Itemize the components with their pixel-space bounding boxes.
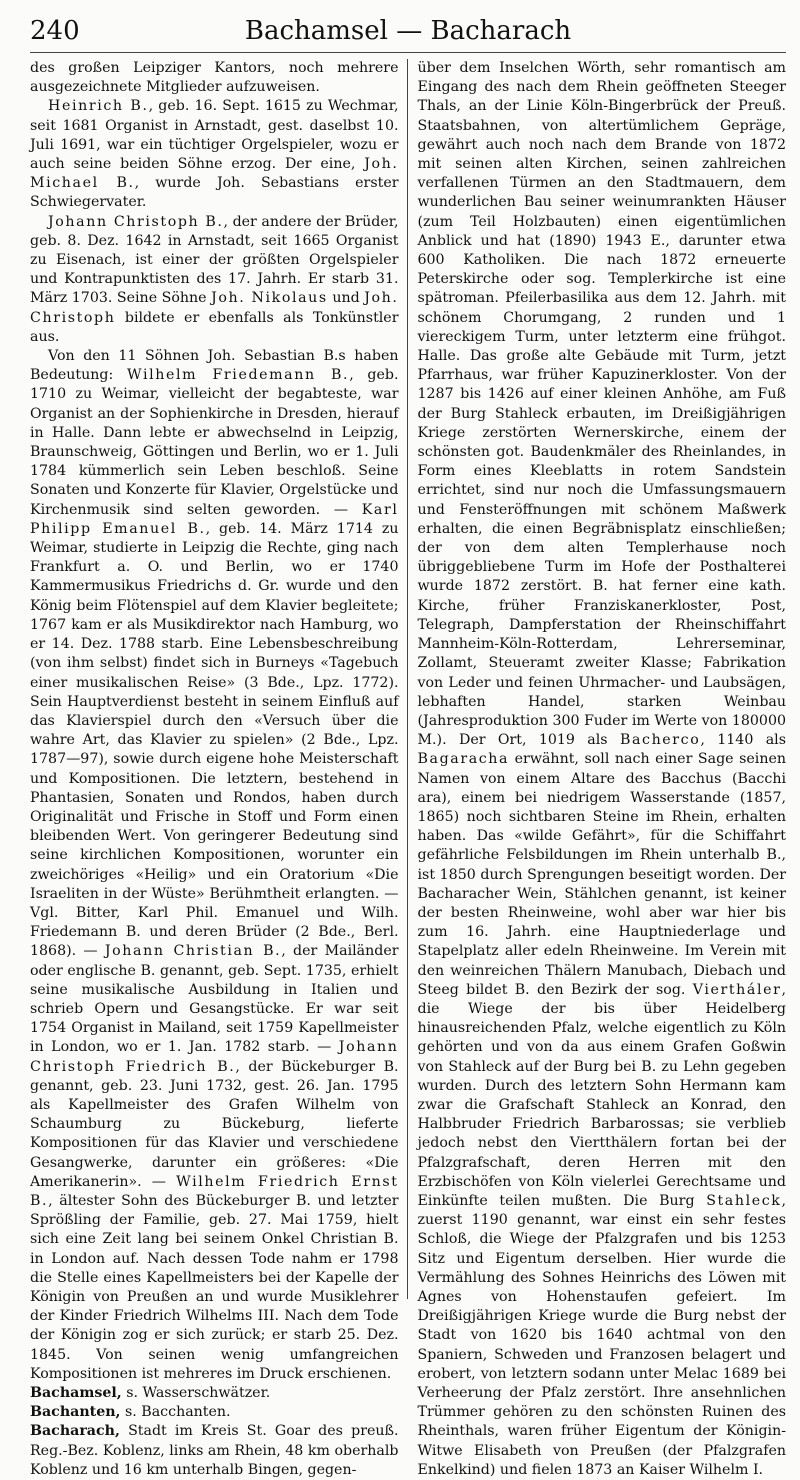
entry-text: s. Wasserschwätzer. <box>121 1385 271 1402</box>
person-name: Johann Christian B. <box>104 943 282 960</box>
person-name: Johann Christoph Friedrich B. <box>30 1039 399 1075</box>
page-header <box>30 12 786 53</box>
paragraph-bacharach-continued <box>418 59 787 1480</box>
paragraph-text: , ältester Sohn des Bückeburger B. und letzter Sprößling der Familie, geb. 27. Mai 1759, hielt sich eine Zeit lang bei seinem Onkel Christian B. in London auf. Nach dessen Tode nahm er 1798 die Stelle eines Kapellmeisters bei der Kapelle der Königin von Preußen an und wurde Musiklehrer der Kinder Friedrich Wilhelms III. Nach dem Tode der Königin zog er sich zurück; er starb 25. Dez. 1845. Von seinen wenig umfangreichen Kompositionen ist mehreres im Druck erschienen. <box>30 1192 399 1382</box>
paragraph-text: , die Wiege der bis über Heidelberg hinausreichenden Pfalz, welche eigentlich zu Köln gehörten und von da aus einem Grafen Goßwin von Stahleck auf der Burg bei B. zu Lehn gegeben wurden. Durch des letztern Sohn Hermann kam zwar die Grafschaft Stahleck an Konrad, den Halbbruder Friedrich Barbarossas; sie verblieb jedoch nebst den Viertthälern fortan bei der Pfalzgrafschaft, deren Herren mit den Erzbischöfen von Köln vielerlei Gerechtsame und Einkünfte teilen mußten. Die Burg <box>417 981 786 1209</box>
person-name: Wilhelm Friedemann B. <box>127 367 350 384</box>
paragraph-johann-christoph <box>30 213 399 347</box>
left-column <box>30 59 407 1478</box>
paragraph-text: , geb. 16. Sept. 1615 zu Wechmar, seit 1681 Organist in Arnstadt, gest. daselbst 10. Juli 1691, war ein tüchtiger Orgelspieler, wozu er auch seine beiden Söhne erzog. Der eine, <box>30 98 399 173</box>
entry-bachamsel <box>30 1384 399 1403</box>
person-name: Wilhelm Friedrich Ernst B. <box>30 1173 399 1209</box>
paragraph-text: bildete er ebenfalls als Tonkünstler aus. <box>30 309 399 345</box>
paragraph-text: , geb. 14. März 1714 zu Weimar, studierte in Leipzig die Rechte, ging nach Frankfurt a. O. und Berlin, wo er 1740 Kammermusikus Friedrichs d. Gr. wurde und den König beim Flötenspiel auf dem Klavier begleitete; 1767 kam er als Musikdirektor nach Hamburg, wo er 14. Dez. 1788 starb. Eine Lebensbeschreibung (von ihm selbst) findet sich in Burneys «Tagebuch einer musikalischen Reise» (3 Bde., Lpz. 1772). Sein Hauptverdienst besteht in seinem Einfluß auf das Klavierspiel durch den «Versuch über die wahre Art, das Klavier zu spielen» (2 Bde., Lpz. 1787—97), sowie durch eigene hohe Meisterschaft und Kompositionen. Die letztern, bestehend in Phantasien, Sonaten und Rondos, haben durch Originalität und Frische in Stoff und Form einen bleibenden Wert. Von geringerer Bedeutung sind seine kirchlichen Kompositionen, worunter ein zweichöriges «Heilig» und ein Oratorium «Die Israeliten in der Wüste» Berühmtheit erlangten. — Vgl. Bitter, Karl Phil. Emanuel und Wilh. Friedemann B. und deren Brüder (2 Bde., Berl. 1868). — <box>30 520 399 960</box>
historic-name: Bagaracha <box>417 751 510 768</box>
paragraph-text: , der Mailänder oder englische B. genannt, geb. Sept. 1735, erhielt seine musikalische Ausbildung in Italien und schrieb Opern und Gesangstücke. Er war seit 1754 Organist in Mailand, seit 1759 Kapellmeister in London, wo er 1. Jan. 1782 starb. — <box>30 943 399 1056</box>
page-number: 240 <box>30 16 80 46</box>
person-name: Karl Philipp Emanuel B. <box>30 501 399 537</box>
historic-name: Stahleck <box>706 1192 782 1209</box>
person-name: Joh. Michael B. <box>30 156 399 192</box>
paragraph-text: , zuerst 1190 genannt, war einst ein sehr festes Schloß, die Wiege der Pfalzgrafen und bis 1253 Sitz und Eigentum derselben. Hier wurde die Vermählung des Sohnes Heinrichs des Löwen mit Agnes von Hohenstaufen gefeiert. Im Dreißigjährigen Kriege wurde die Burg nebst der Stadt von 1620 bis 1640 achtmal von den Spaniern, Schweden und Franzosen belagert und erobert, von letztern sodann unter Melac 1689 bei Verheerung der Pfalz zerstört. Ihre ansehnlichen Trümmer gehören zu den schönsten Ruinen des Rheinthals, waren früher Eigentum der Königin-Witwe Elisabeth von Preußen (der Pfalzgrafen Enkelkind) und fielen 1873 an Kaiser Wilhelm I. <box>417 1192 786 1478</box>
entry-bacharach <box>30 1422 399 1480</box>
historic-name: Bacherco <box>619 732 701 749</box>
person-name: Johann Christoph B. <box>48 213 224 230</box>
paragraph-sons <box>30 347 399 1384</box>
paragraph-text: über dem Inselchen Wörth, sehr romantisch am Eingang des nach dem Rhein geöffneten Steeger Thals, an der Linie Köln-Bingerbrück der Preuß. Staatsbahnen, von altertümlichem Gepräge, gewährt auch noch nach dem Brande von 1872 mit seinen alten Kirchen, seinen zahlreichen verfallenen Türmen an den Stadtmauern, dem wunderlichen Bau seiner weinumrankten Häuser (zum Teil Holzbauten) einen eigentümlichen Anblick und hat (1890) 1943 E., darunter etwa 600 Katholiken. Die nach 1872 erneuerte Peterskirche oder sog. Templerkirche ist eine spätroman. Pfeilerbasilika aus dem 12. Jahrh. mit schönem Chorumgang, 2 runden und 1 viereckigem Turm, unter letzterm eine frühgot. Halle. Das große alte Gebäude mit Turm, jetzt Pfarrhaus, war früher Kapuzinerkloster. Von der 1287 bis 1426 auf einer kleinen Anhöhe, am Fuß der Burg Stahleck erbauten, im Dreißigjährigen Kriege zerstörten Wernerskirche, einem der schönsten got. Baudenkmäler des Rheinlandes, in Form eines Kleeblatts in rotem Sandstein errichtet, sind nur noch die Umfassungsmauern und Fensteröffnungen mit schönem Maßwerk erhalten, die einen Begräbnisplatz einschließen; der von dem alten Templerhause noch übriggebliebene Turm im Hofe der Posthalterei wurde 1872 zerstört. B. hat ferner eine kath. Kirche, früher Franziskanerkloster, Post, Telegraph, Dampferstation der Rheinschiffahrt Mannheim-Köln-Rotterdam, Lehrerseminar, Zollamt, Steueramt zweiter Klasse; Fabrikation von Leder und feinen Uhrmacher- und Laubsägen, lebhaften Handel, starken Weinbau (Jahresproduktion 300 Fuder im Werte von 180000 M.). Der Ort, 1019 als <box>417 60 786 749</box>
entry-text: s. Bacchanten. <box>120 1404 231 1421</box>
entry-lemma: Bacharach, <box>30 1423 120 1440</box>
entry-lemma: Bachanten, <box>30 1404 121 1421</box>
paragraph-text: erwähnt, soll nach einer Sage seinen Namen von einem Altare des Bacchus (Bacchi ara), einem bei niedrigem Wasserstande (1857, 1865) noch sichtbaren Steine im Rhein, erhalten haben. Das «wilde Gefährt», für die Schiffahrt gefährliche Felsbildungen im Rhein unterhalb B., ist 1850 durch Sprengungen beseitigt worden. Der Bacharacher Wein, Stählchen genannt, ist keiner der besten Rheinweine, wohl aber war hier bis zum 16. Jahrh. eine Hauptniederlage und Stapelplatz aller edeln Rheinweine. Im Verein mit den weinreichen Thälern Manubach, Diebach und Steeg bildet B. den Bezirk der sog. <box>417 751 786 998</box>
entry-bachanten <box>30 1403 399 1422</box>
running-title: Bachamsel — Bacharach <box>244 16 572 46</box>
paragraph-text: , der Bückeburger B. genannt, geb. 23. Juni 1732, gest. 26. Jan. 1795 als Kapellmeister des Grafen Wilhelm von Schaumburg zu Bückeburg, lieferte Kompositionen für das Klavier und verschiedene Gesangwerke, darunter ein größeres: «Die Amerikanerin». — <box>30 1058 399 1190</box>
paragraph-text: und <box>327 290 365 307</box>
paragraph-text: , wurde Joh. Sebastians erster Schwiegervater. <box>30 175 399 211</box>
paragraph: des großen Leipziger Kantors, noch mehrere ausgezeichnete Mitglieder aufzuweisen. <box>30 60 399 96</box>
person-name: Joh. Nikolaus <box>211 290 328 307</box>
historic-name: Viertháler <box>692 981 782 998</box>
person-name: Joh. Christoph <box>30 290 399 326</box>
person-name: Heinrich B. <box>48 98 149 115</box>
entry-text: Stadt im Kreis St. Goar des preuß. Reg.-Bez. Koblenz, links am Rhein, 48 km oberhalb Koblenz und 16 km unterhalb Bingen, gegen- <box>30 1423 399 1478</box>
right-column <box>407 59 787 1478</box>
paragraph-text: , 1140 als <box>700 732 786 749</box>
paragraph-heinrich <box>30 97 399 212</box>
paragraph-text: , geb. 1710 zu Weimar, vielleicht der begabteste, war Organist an der Sophienkirche in Dresden, hierauf in Halle. Dann lebte er abwechselnd in Leipzig, Braunschweig, Göttingen und Berlin, wo er 1. Juli 1784 kümmerlich sein Leben beschloß. Seine Sonaten und Konzerte für Klavier, Orgelstücke und Kirchenmusik sind selten geworden. — <box>30 367 399 518</box>
paragraph-text: Von den 11 Söhnen Joh. Sebastian B.s haben Bedeutung: <box>30 348 399 384</box>
paragraph-text: , der andere der Brüder, geb. 8. Dez. 1642 in Arnstadt, seit 1665 Organist zu Eisenach, ist einer der größten Orgelspieler und Kontrapunktisten des 17. Jahrh. Er starb 31. März 1703. Seine Söhne <box>30 213 399 307</box>
entry-lemma: Bachamsel, <box>30 1385 122 1402</box>
text-columns <box>30 59 786 1478</box>
